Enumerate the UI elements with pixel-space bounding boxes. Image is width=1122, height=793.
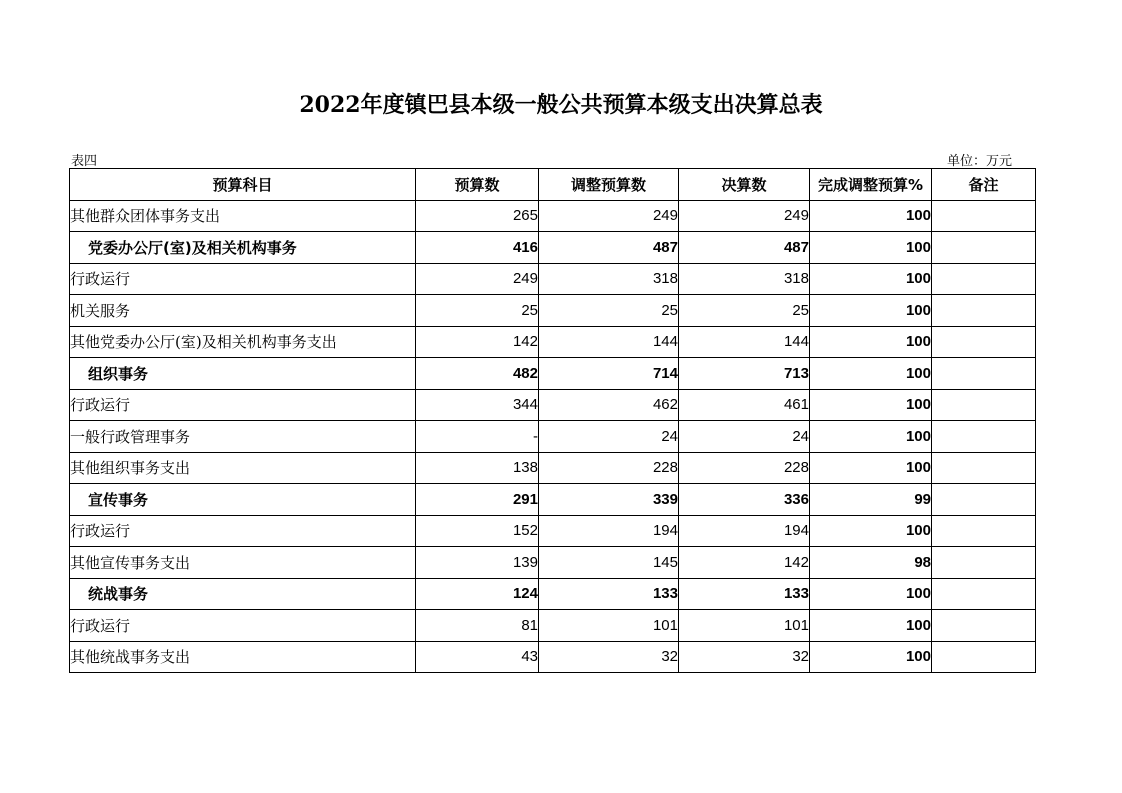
final-account-cell: 318 — [679, 263, 810, 295]
final-account-cell: 144 — [679, 326, 810, 358]
final-account-cell: 25 — [679, 295, 810, 327]
adjusted-budget-cell: 487 — [539, 232, 679, 264]
table-row — [70, 421, 1036, 453]
adjusted-budget-cell: 145 — [539, 547, 679, 579]
table-row — [70, 515, 1036, 547]
unit-label: 单位：万元 — [946, 154, 1012, 169]
subject-cell: 行政运行 — [70, 515, 416, 547]
budget-cell: 249 — [416, 263, 539, 295]
table-number: 表四 — [71, 154, 98, 169]
subject-cell: 其他组织事务支出 — [70, 452, 416, 484]
completion-rate-cell: 100 — [810, 358, 932, 390]
adjusted-budget-cell: 133 — [539, 578, 679, 610]
completion-rate-cell: 100 — [810, 232, 932, 264]
table-row — [70, 295, 1036, 327]
subject-cell: 党委办公厅(室)及相关机构事务 — [70, 232, 416, 264]
subject-cell: 其他宣传事务支出 — [70, 547, 416, 579]
table-row — [70, 263, 1036, 295]
table-row — [70, 610, 1036, 642]
adjusted-budget-cell: 32 — [539, 641, 679, 673]
subject-cell: 行政运行 — [70, 263, 416, 295]
adjusted-budget-cell: 462 — [539, 389, 679, 421]
header-remarks: 备注 — [932, 169, 1036, 201]
table-row — [70, 484, 1036, 516]
header-completion-rate: 完成调整预算% — [810, 169, 932, 201]
remarks-cell — [932, 484, 1036, 516]
page-title: 2022年度镇巴县本级一般公共预算本级支出决算总表 — [299, 92, 823, 118]
final-account-cell: 336 — [679, 484, 810, 516]
remarks-cell — [932, 389, 1036, 421]
completion-rate-cell: 100 — [810, 578, 932, 610]
table-row — [70, 232, 1036, 264]
adjusted-budget-cell: 144 — [539, 326, 679, 358]
subject-cell: 其他群众团体事务支出 — [70, 200, 416, 232]
final-account-cell: 249 — [679, 200, 810, 232]
budget-cell: 344 — [416, 389, 539, 421]
completion-rate-cell: 100 — [810, 263, 932, 295]
header-final-account: 决算数 — [679, 169, 810, 201]
table-row — [70, 389, 1036, 421]
header-adjusted-budget: 调整预算数 — [539, 169, 679, 201]
table-row — [70, 326, 1036, 358]
final-account-cell: 713 — [679, 358, 810, 390]
budget-cell: 43 — [416, 641, 539, 673]
table-row — [70, 578, 1036, 610]
subject-cell: 行政运行 — [70, 610, 416, 642]
budget-cell: - — [416, 421, 539, 453]
budget-table — [69, 168, 1036, 673]
subject-cell: 其他党委办公厅(室)及相关机构事务支出 — [70, 326, 416, 358]
table-header-row — [70, 169, 1036, 201]
subject-cell: 宣传事务 — [70, 484, 416, 516]
completion-rate-cell: 98 — [810, 547, 932, 579]
completion-rate-cell: 100 — [810, 389, 932, 421]
subject-cell: 其他统战事务支出 — [70, 641, 416, 673]
completion-rate-cell: 100 — [810, 452, 932, 484]
final-account-cell: 101 — [679, 610, 810, 642]
final-account-cell: 142 — [679, 547, 810, 579]
table-row — [70, 452, 1036, 484]
final-account-cell: 24 — [679, 421, 810, 453]
table-row — [70, 641, 1036, 673]
adjusted-budget-cell: 339 — [539, 484, 679, 516]
table-body — [70, 200, 1036, 673]
adjusted-budget-cell: 24 — [539, 421, 679, 453]
adjusted-budget-cell: 249 — [539, 200, 679, 232]
remarks-cell — [932, 232, 1036, 264]
budget-cell: 25 — [416, 295, 539, 327]
budget-cell: 416 — [416, 232, 539, 264]
remarks-cell — [932, 610, 1036, 642]
adjusted-budget-cell: 318 — [539, 263, 679, 295]
header-subject: 预算科目 — [70, 169, 416, 201]
budget-cell: 291 — [416, 484, 539, 516]
completion-rate-cell: 99 — [810, 484, 932, 516]
table-row — [70, 200, 1036, 232]
subject-cell: 组织事务 — [70, 358, 416, 390]
completion-rate-cell: 100 — [810, 200, 932, 232]
final-account-cell: 32 — [679, 641, 810, 673]
adjusted-budget-cell: 25 — [539, 295, 679, 327]
remarks-cell — [932, 326, 1036, 358]
completion-rate-cell: 100 — [810, 326, 932, 358]
budget-cell: 138 — [416, 452, 539, 484]
remarks-cell — [932, 295, 1036, 327]
final-account-cell: 228 — [679, 452, 810, 484]
remarks-cell — [932, 421, 1036, 453]
budget-cell: 482 — [416, 358, 539, 390]
remarks-cell — [932, 547, 1036, 579]
budget-cell: 81 — [416, 610, 539, 642]
completion-rate-cell: 100 — [810, 421, 932, 453]
final-account-cell: 133 — [679, 578, 810, 610]
subject-cell: 一般行政管理事务 — [70, 421, 416, 453]
remarks-cell — [932, 358, 1036, 390]
adjusted-budget-cell: 101 — [539, 610, 679, 642]
completion-rate-cell: 100 — [810, 515, 932, 547]
final-account-cell: 194 — [679, 515, 810, 547]
budget-cell: 124 — [416, 578, 539, 610]
remarks-cell — [932, 578, 1036, 610]
budget-cell: 142 — [416, 326, 539, 358]
remarks-cell — [932, 263, 1036, 295]
table-row — [70, 547, 1036, 579]
final-account-cell: 487 — [679, 232, 810, 264]
budget-cell: 139 — [416, 547, 539, 579]
completion-rate-cell: 100 — [810, 641, 932, 673]
adjusted-budget-cell: 194 — [539, 515, 679, 547]
table-row — [70, 358, 1036, 390]
remarks-cell — [932, 200, 1036, 232]
remarks-cell — [932, 452, 1036, 484]
adjusted-budget-cell: 228 — [539, 452, 679, 484]
header-budget: 预算数 — [416, 169, 539, 201]
budget-cell: 152 — [416, 515, 539, 547]
subject-cell: 统战事务 — [70, 578, 416, 610]
completion-rate-cell: 100 — [810, 295, 932, 327]
adjusted-budget-cell: 714 — [539, 358, 679, 390]
budget-cell: 265 — [416, 200, 539, 232]
remarks-cell — [932, 515, 1036, 547]
subject-cell: 行政运行 — [70, 389, 416, 421]
completion-rate-cell: 100 — [810, 610, 932, 642]
remarks-cell — [932, 641, 1036, 673]
subject-cell: 机关服务 — [70, 295, 416, 327]
final-account-cell: 461 — [679, 389, 810, 421]
